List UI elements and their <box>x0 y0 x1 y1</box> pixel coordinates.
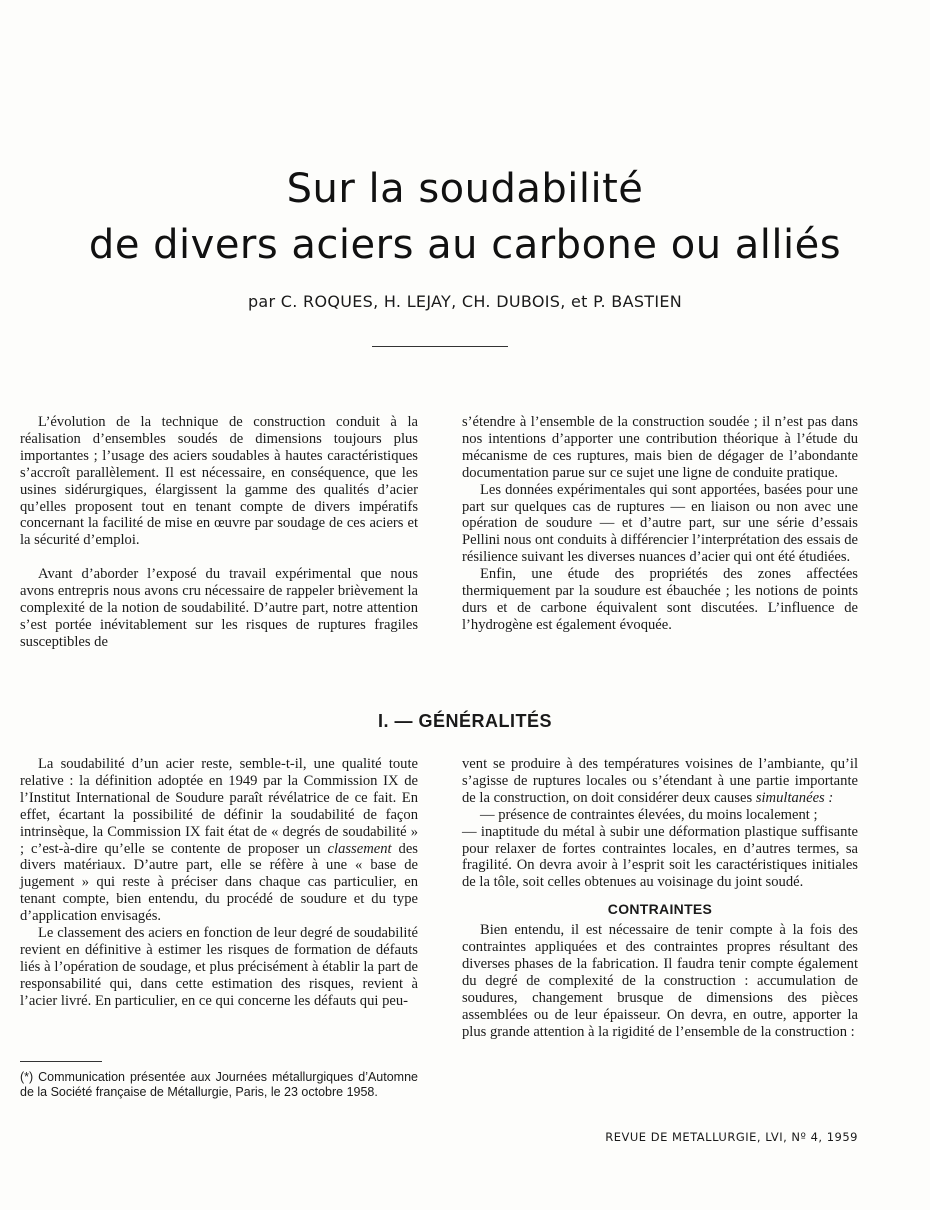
title-divider <box>372 346 508 347</box>
abstract-right-column <box>462 414 858 634</box>
section-heading: I. — GÉNÉRALITÉS <box>377 711 553 731</box>
abstract-paragraph-5: Enfin, une étude des propriétés des zones affectées thermiquement par la soudure est ébauchée ; les notions de points durs et de carbone équivalent sont discutées. L’influence de l’hydrogène est également évoquée. <box>462 566 858 633</box>
subheading-contraintes: CONTRAINTES <box>607 901 713 918</box>
body-list-item-2: — inaptitude du métal à subir une déformation plastique suffisante pour relaxer de fortes contraintes locales, en d’autres termes, sa fragilité. On devra avoir à l’esprit soit les caractéristiques initiales de la tôle, soit celles obtenues au voisinage du joint soudé. <box>462 823 858 891</box>
body-paragraph-4: Bien entendu, il est nécessaire de tenir compte à la fois des contraintes appliquées et des contraintes propres résultant des diverses phases de la fabrication. Il faudra tenir compte également du degré de complexité de la construction : accumulation de soudures, changement brusque de dimensions des pièces assemblées ou de leur épaisseur. On devra, en outre, apporter la plus grande attention à la rigidité de l’ensemble de la construction : <box>462 922 858 1040</box>
body-right-column <box>462 756 858 1041</box>
body-left-column <box>20 756 418 1010</box>
abstract-paragraph-1: L’évolution de la technique de construction conduit à la réalisation d’ensembles soudés de dimensions toujours plus importantes ; l’usage des aciers soudables à hautes caractéristiques s’accroît parallèlement. Il est nécessaire, en conséquence, que les usines sidérurgiques, élargissent la gamme des qualités d’acier qu’elles proposent tout en tenant compte de divers impératifs concernant la facilité de mise en œuvre par soudage de ces aciers et la sécurité d’emploi. <box>20 414 418 549</box>
abstract-paragraph-4: Les données expérimentales qui sont apportées, basées pour une part sur quelques cas de ruptures — en liaison ou non avec une opération de soudure — et d’autre part, sur une série d’essais Pellini nous ont conduits à différencier l’interprétation des essais de résilience suivant les diverses nuances d’acier qui ont été étudiées. <box>462 481 858 566</box>
abstract-paragraph-2: Avant d’aborder l’exposé du travail expérimental que nous avons entrepris nous avons cru nécessaire de rappeler brièvement la complexité de la notion de soudabilité. D’autre part, notre attention s’est portée inévitablement sur les risques de ruptures fragiles susceptibles de <box>20 566 418 650</box>
body-paragraph-1: La soudabilité d’un acier reste, semble-t-il, une qualité toute relative : la définition adoptée en 1949 par la Commission IX de l’Institut International de Soudure paraît révélatrice de ce fait. En effet, écartant la possibilité de définir la soudabilité de façon intrinsèque, la Commission IX fait état de « degrés de soudabilité » ; c’est-à-dire qu’elle se contente de proposer un classement des divers matériaux. D’autre part, elle se réfère à une « base de jugement » qui reste à préciser dans chaque cas particulier, en tenant compte, bien entendu, du procédé de soudure et du type d’application envisagés. <box>20 756 418 925</box>
abstract-paragraph-3: s’étendre à l’ensemble de la construction soudée ; il n’est pas dans nos intentions d’apporter une contribution théorique à l’étude du mécanisme de ces ruptures, mais bien de dégager de l’abondante documentation parue sur ce sujet une ligne de conduite pratique. <box>462 414 858 481</box>
title-line-1: Sur la soudabilité <box>286 166 644 212</box>
body-paragraph-2: Le classement des aciers en fonction de leur degré de soudabilité revient en définitive à estimer les risques de formation de défauts liés à l’opération de soudage, et plus précisément à établir la part de responsabilité qui, dans cette estimation des risques, revient à l’acier livré. En particulier, en ce qui concerne les défauts qui peu- <box>20 925 418 1009</box>
authors: par C. ROQUES, H. LEJAY, CH. DUBOIS, et P. BASTIEN <box>247 292 683 311</box>
journal-footer: REVUE DE METALLURGIE, LVI, Nº 4, 1959 <box>605 1130 858 1144</box>
footnote: (*) Communication présentée aux Journées métallurgiques d’Automne de la Société française de Métallurgie, Paris, le 23 octobre 1958. <box>20 1070 418 1099</box>
footnote-divider <box>20 1061 102 1062</box>
title-line-2: de divers aciers au carbone ou alliés <box>88 222 842 268</box>
body-paragraph-3: vent se produire à des températures voisines de l’ambiante, qu’il s’agisse de ruptures locales ou s’étendant à une partie importante de la construction, on doit considérer deux causes simultanées : <box>462 756 858 806</box>
abstract-left-column <box>20 414 418 651</box>
body-list-item-1: — présence de contraintes élevées, du moins localement ; <box>480 806 818 823</box>
